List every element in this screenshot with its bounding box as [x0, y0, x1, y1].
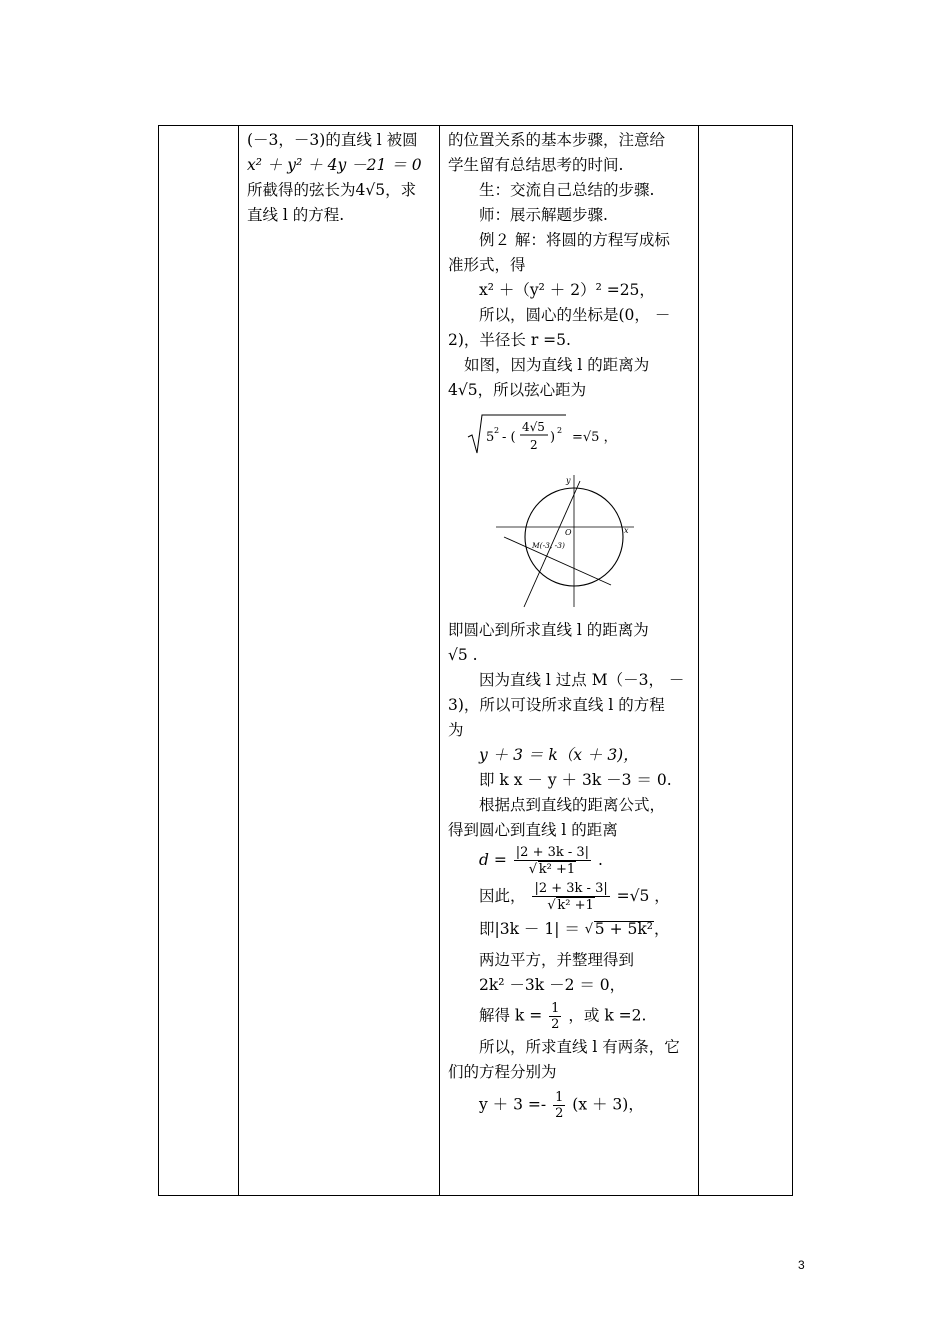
- page-number: 3: [798, 1258, 805, 1272]
- abs-equation: [448, 917, 692, 942]
- square-root: √ 5 + 5k²: [584, 920, 653, 938]
- equation-text: y ＋ 3 =-: [479, 1095, 547, 1114]
- solution-line: [448, 378, 692, 403]
- solution-line: 准形式，得: [448, 256, 526, 274]
- problem-line: (－3，－3)的直线 l 被圆: [247, 131, 418, 149]
- solution-line: 学生留有总结思考的时间.: [448, 156, 624, 174]
- problem-cell: [239, 126, 439, 228]
- solution-line: 例２ 解：将圆的方程写成标: [479, 231, 670, 249]
- origin-label: O: [565, 528, 572, 537]
- radicand: k² +1: [557, 898, 594, 913]
- fraction: [514, 845, 591, 877]
- equation-line: 即 k x － y ＋ 3k －3 ＝ 0.: [479, 771, 672, 789]
- lesson-table: [158, 125, 793, 1196]
- solution-line: 2)，半径长 r =5.: [448, 331, 571, 349]
- solution-line: 为: [448, 721, 464, 739]
- column-divider: [698, 126, 699, 1195]
- solution-line: 的位置关系的基本步骤，注意给: [448, 131, 666, 149]
- final-equation: [448, 1090, 692, 1121]
- fraction-numerator: |2 + 3k - 3|: [515, 845, 590, 860]
- radicand: k² +1: [538, 862, 576, 877]
- solution-line: 3)，所以可设所求直线 l 的方程: [448, 696, 665, 714]
- solution-cell: [440, 126, 698, 1121]
- solution-line: √5 .: [448, 646, 478, 664]
- solution-line: 生：交流自己总结的步骤.: [479, 181, 655, 199]
- distance-formula: [448, 845, 692, 877]
- formula-end: .: [597, 851, 603, 869]
- circle-figure: [496, 475, 636, 610]
- solution-text: ，所以弦心距为: [477, 381, 587, 399]
- solution-line: 得到圆心到直线 l 的距离: [448, 821, 618, 839]
- solution-text: ，或 k =2.: [568, 1006, 647, 1025]
- svg-text:=√5 ，: =√5 ，: [572, 430, 617, 445]
- chord-distance-formula: [464, 411, 664, 455]
- svg-text:5: 5: [486, 430, 495, 445]
- equation-text: (x ＋ 3)，: [572, 1095, 644, 1114]
- x-label: x: [624, 526, 629, 535]
- svg-text:2: 2: [557, 426, 563, 435]
- column-divider: [238, 126, 239, 1195]
- solution-text: 解得 k =: [479, 1006, 543, 1025]
- problem-text: ，求: [385, 181, 417, 199]
- fraction-denominator: 2: [555, 1106, 564, 1121]
- solution-line: 即圆心到所求直线 l 的距离为: [448, 621, 649, 639]
- solution-line: 根据点到直线的距离公式，: [479, 796, 666, 814]
- solution-line: 所以，所求直线 l 有两条，它: [479, 1038, 680, 1056]
- solution-text: 因此，: [479, 887, 526, 905]
- svg-text:2: 2: [530, 438, 538, 452]
- svg-text:): ): [550, 430, 556, 445]
- svg-text:4√5: 4√5: [522, 420, 545, 434]
- solution-line: 因为直线 l 过点 M（－3， －: [479, 671, 685, 689]
- radicand: 5 + 5k²: [594, 920, 653, 938]
- solution-line: 们的方程分别为: [448, 1063, 557, 1081]
- fraction-numerator: 1: [551, 1001, 560, 1016]
- distance-equation: [448, 881, 692, 913]
- fraction-denominator: √ k² +1: [528, 862, 576, 877]
- fraction: [549, 1001, 561, 1032]
- problem-line: 直线 l 的方程.: [247, 206, 345, 224]
- svg-text:- (: - (: [502, 430, 516, 445]
- chord-length: 4√5: [355, 181, 386, 199]
- fraction: [553, 1090, 565, 1121]
- solution-line: 师：展示解题步骤.: [479, 206, 608, 224]
- formula-rhs: =√5 ，: [616, 887, 670, 905]
- fraction-denominator: √ k² +1: [547, 898, 594, 913]
- equation-line: 2k² －3k －2 ＝ 0，: [479, 976, 626, 994]
- solution-line: 如图，因为直线 l 的距离为: [464, 356, 650, 374]
- fraction: [532, 881, 609, 913]
- formula-lhs: d =: [479, 851, 507, 869]
- problem-line: [247, 178, 433, 203]
- equation-line: y ＋ 3 ＝ k（x ＋ 3)，: [479, 746, 639, 764]
- solution-values: [448, 1001, 692, 1032]
- fraction-numerator: |2 + 3k - 3|: [534, 881, 608, 896]
- solution-line: 两边平方，并整理得到: [479, 951, 635, 969]
- solution-line: 所以，圆心的坐标是(0， －: [479, 306, 671, 324]
- solution-text: 即|3k － 1| ＝: [479, 920, 580, 938]
- equation-line: x² ＋（y² ＋ 2）² =25，: [479, 281, 655, 299]
- problem-text: 所截得的弦长为: [247, 181, 356, 199]
- y-label: y: [566, 476, 571, 485]
- fraction-numerator: 1: [555, 1090, 564, 1105]
- point-m-label: M(-3, -3): [532, 541, 565, 550]
- fraction-denominator: 2: [551, 1017, 560, 1032]
- formula-end: ，: [653, 920, 670, 938]
- problem-line: x² ＋ y² ＋ 4y －21 ＝ 0: [247, 156, 422, 174]
- svg-text:2: 2: [494, 426, 500, 435]
- chord-length: 4√5: [448, 381, 478, 399]
